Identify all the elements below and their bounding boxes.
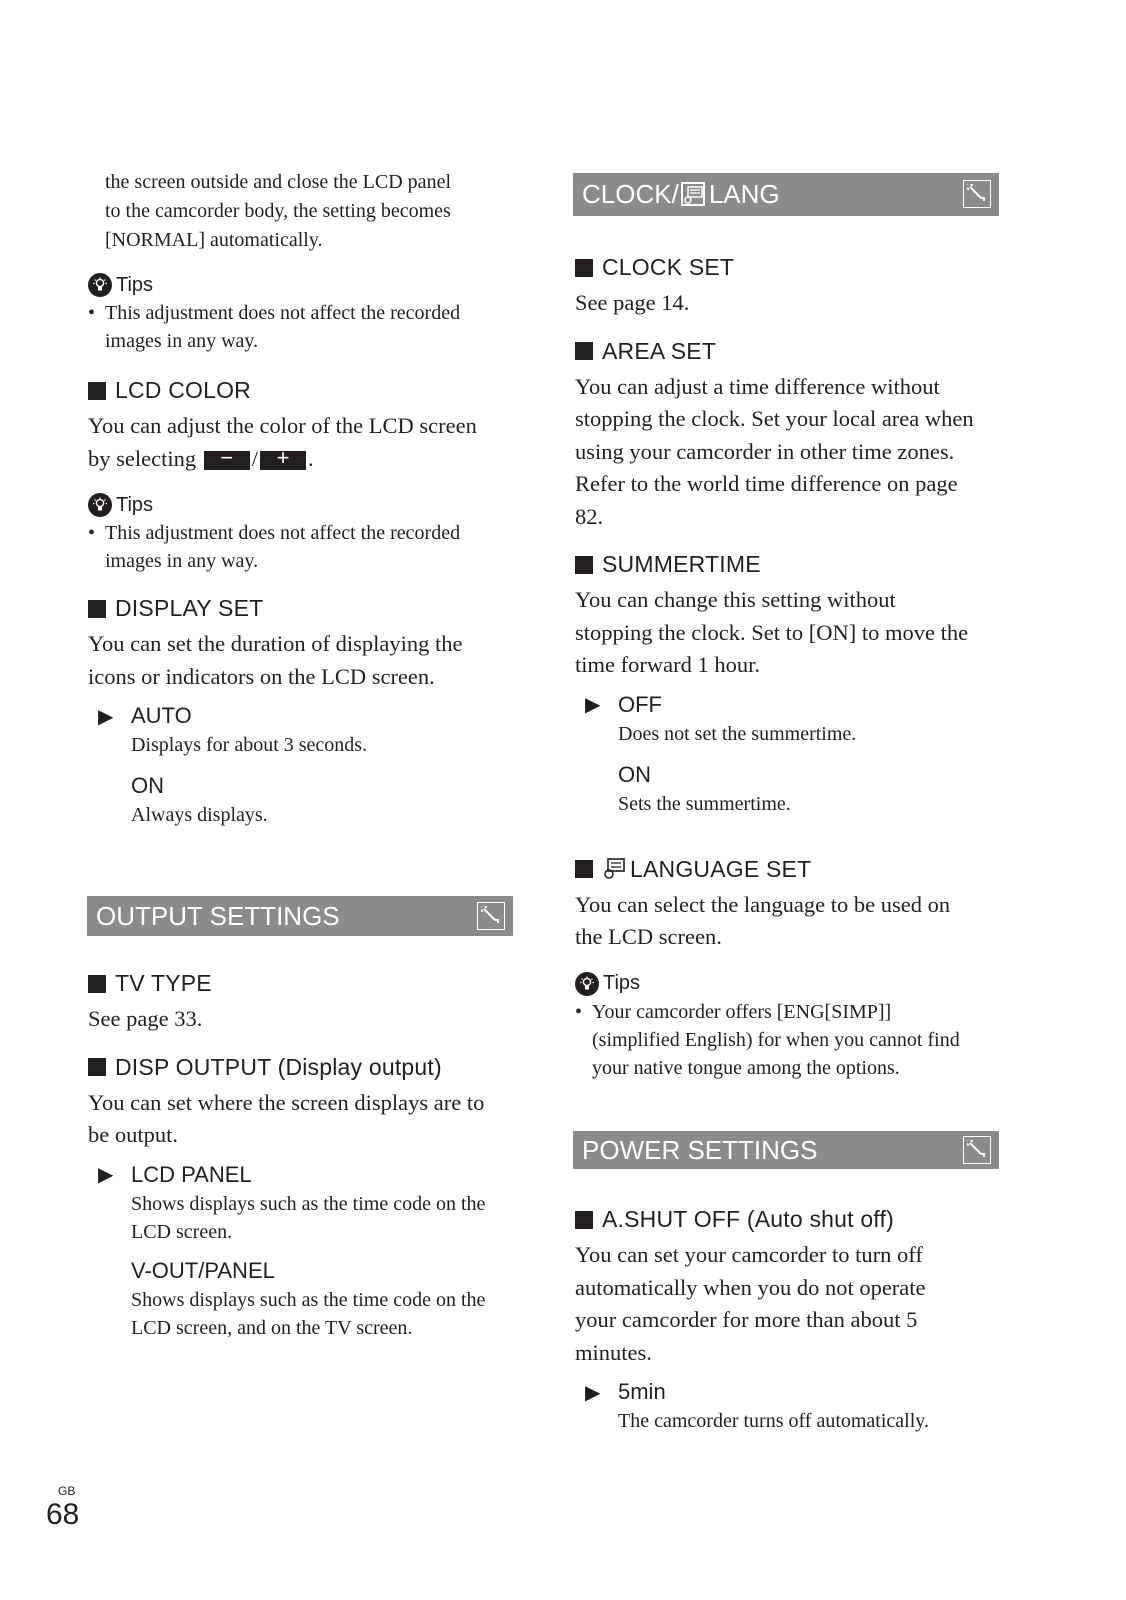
option-name: OFF [618, 691, 662, 717]
plus-button-icon: + [260, 451, 306, 470]
option-name: LCD PANEL [131, 1161, 252, 1187]
body-line: You can set the duration of displaying the [88, 631, 463, 656]
option-desc: Displays for about 3 seconds. [131, 734, 368, 756]
triangle-right-icon: ▶ [585, 1381, 601, 1404]
option-desc: LCD screen. [131, 1220, 233, 1243]
square-bullet-icon [575, 1211, 593, 1229]
body-line: time forward 1 hour. [575, 652, 760, 677]
lightbulb-icon [88, 273, 112, 297]
square-bullet-icon [88, 600, 106, 618]
slash-text: / [251, 445, 258, 471]
option-desc: Shows displays such as the time code on the [131, 1192, 486, 1215]
lightbulb-icon [575, 972, 599, 996]
option-desc: LCD screen, and on the TV screen. [131, 1316, 413, 1339]
page-number: 68 [46, 1498, 80, 1531]
tips-block: Tips • This adjustment does not affect the recorded images in any way. [88, 493, 518, 575]
section-heading: DISP OUTPUT (Display output) [115, 1053, 442, 1080]
left-column [88, 168, 518, 829]
output-settings-bar [87, 896, 513, 936]
body-line: your camcorder for more than about 5 [575, 1307, 918, 1332]
section-heading: CLOCK SET [602, 254, 735, 280]
section-heading: A.SHUT OFF (Auto shut off) [602, 1206, 894, 1232]
body-line: You can adjust the color of the LCD screen [88, 413, 477, 438]
tips-block: Tips • This adjustment does not affect the recorded images in any way. [88, 273, 518, 355]
intro-paragraph [88, 168, 518, 255]
ashut-off-section [575, 1206, 1015, 1435]
body-line: You can select the language to be used on [575, 891, 951, 917]
area-set-section [575, 338, 1015, 534]
wrench-icon [963, 180, 991, 208]
square-bullet-icon [88, 1058, 106, 1076]
tip-text: This adjustment does not affect the recorded [105, 522, 461, 544]
minus-button-icon: − [204, 451, 250, 470]
lightbulb-icon [88, 493, 112, 517]
intro-line: to the camcorder body, the setting becomes [105, 200, 451, 222]
tip-text: images in any way. [105, 550, 259, 572]
tip-text: images in any way. [105, 330, 259, 352]
triangle-right-icon: ▶ [98, 1164, 114, 1186]
body-line: automatically when you do not operate [575, 1274, 926, 1300]
square-bullet-icon [88, 382, 106, 400]
option-desc: The camcorder turns off automatically. [618, 1410, 929, 1432]
body-line: stopping the clock. Set to [ON] to move the [575, 619, 969, 645]
clock-set-section [575, 254, 1015, 320]
option-name: ON [618, 761, 651, 787]
power-settings-bar [573, 1131, 999, 1169]
body-line: the LCD screen. [575, 924, 722, 949]
option-lcd-panel [98, 1162, 518, 1188]
section-heading: DISPLAY SET [115, 595, 264, 621]
bar-title: CLOCK/ [582, 179, 679, 209]
body-line: icons or indicators on the LCD screen. [88, 663, 435, 689]
tv-type-section [88, 970, 518, 1036]
option-5min [585, 1379, 1015, 1405]
option-auto [98, 703, 518, 729]
body-line: See page 14. [575, 290, 690, 315]
option-desc: Sets the summertime. [618, 792, 791, 815]
tip-text: Your camcorder offers [ENG[SIMP]] [592, 1000, 892, 1023]
tips-label: Tips [116, 273, 154, 296]
wrench-icon [477, 902, 505, 930]
tips-label: Tips [116, 493, 154, 516]
period-text: . [308, 445, 314, 471]
right-column [575, 254, 1015, 1082]
tips-label: Tips [603, 972, 641, 994]
triangle-right-icon: ▶ [585, 694, 601, 716]
option-name: V-OUT/PANEL [131, 1257, 275, 1283]
body-line: Refer to the world time difference on page [575, 471, 958, 496]
option-desc: Always displays. [131, 804, 268, 826]
bar-title: LANG [708, 179, 780, 209]
bar-title: OUTPUT SETTINGS [96, 900, 340, 931]
disp-output-section [88, 1054, 518, 1342]
square-bullet-icon [575, 860, 593, 878]
body-line: See page 33. [88, 1006, 203, 1031]
section-heading: SUMMERTIME [602, 551, 761, 577]
square-bullet-icon [575, 342, 593, 360]
body-line: You can set your camcorder to turn off [575, 1242, 923, 1267]
section-heading: LANGUAGE SET [630, 855, 812, 882]
body-line: 82. [575, 503, 604, 529]
intro-line: the screen outside and close the LCD panel [105, 171, 451, 193]
bar-title: POWER SETTINGS [582, 1134, 818, 1165]
output-items [88, 970, 518, 1342]
intro-line: [NORMAL] automatically. [105, 229, 323, 251]
wrench-icon [963, 1136, 991, 1164]
clock-lang-bar [573, 173, 999, 216]
triangle-right-icon: ▶ [98, 705, 114, 728]
section-heading: AREA SET [602, 337, 717, 364]
option-off [585, 692, 1015, 718]
option-name: 5min [618, 1379, 666, 1404]
option-desc: Shows displays such as the time code on the [131, 1288, 486, 1311]
body-line: You can set where the screen displays are to [88, 1089, 485, 1115]
body-line: You can adjust a time difference without [575, 373, 940, 399]
section-heading: TV TYPE [115, 970, 212, 996]
option-desc: Does not set the summertime. [618, 722, 857, 745]
body-line: using your camcorder in other time zones. [575, 438, 955, 464]
square-bullet-icon [575, 556, 593, 574]
tip-text: (simplified English) for when you cannot find [592, 1028, 960, 1051]
body-line: minutes. [575, 1339, 652, 1365]
square-bullet-icon [575, 259, 593, 277]
option-name: AUTO [131, 703, 192, 728]
option-name: ON [131, 773, 164, 798]
tip-text: your native tongue among the options. [592, 1056, 900, 1079]
body-line: be output. [88, 1122, 178, 1147]
language-set-section [575, 856, 1015, 954]
lcd-color-section [88, 377, 518, 475]
tips-block: Tips • Your camcorder offers [ENG[SIMP]] (simplified English) for when you cannot find your native tongue among the options. [575, 972, 1015, 1082]
body-line: stopping the clock. Set your local area when [575, 406, 974, 431]
body-line: You can change this setting without [575, 587, 896, 612]
language-icon [680, 181, 708, 209]
tip-text: This adjustment does not affect the recorded [105, 302, 461, 324]
section-heading: LCD COLOR [115, 377, 251, 403]
body-line: by selecting [88, 445, 197, 471]
language-icon [602, 857, 628, 881]
summertime-section [575, 551, 1015, 818]
region-label: GB [58, 1484, 76, 1498]
display-set-section [88, 595, 518, 829]
square-bullet-icon [88, 975, 106, 993]
